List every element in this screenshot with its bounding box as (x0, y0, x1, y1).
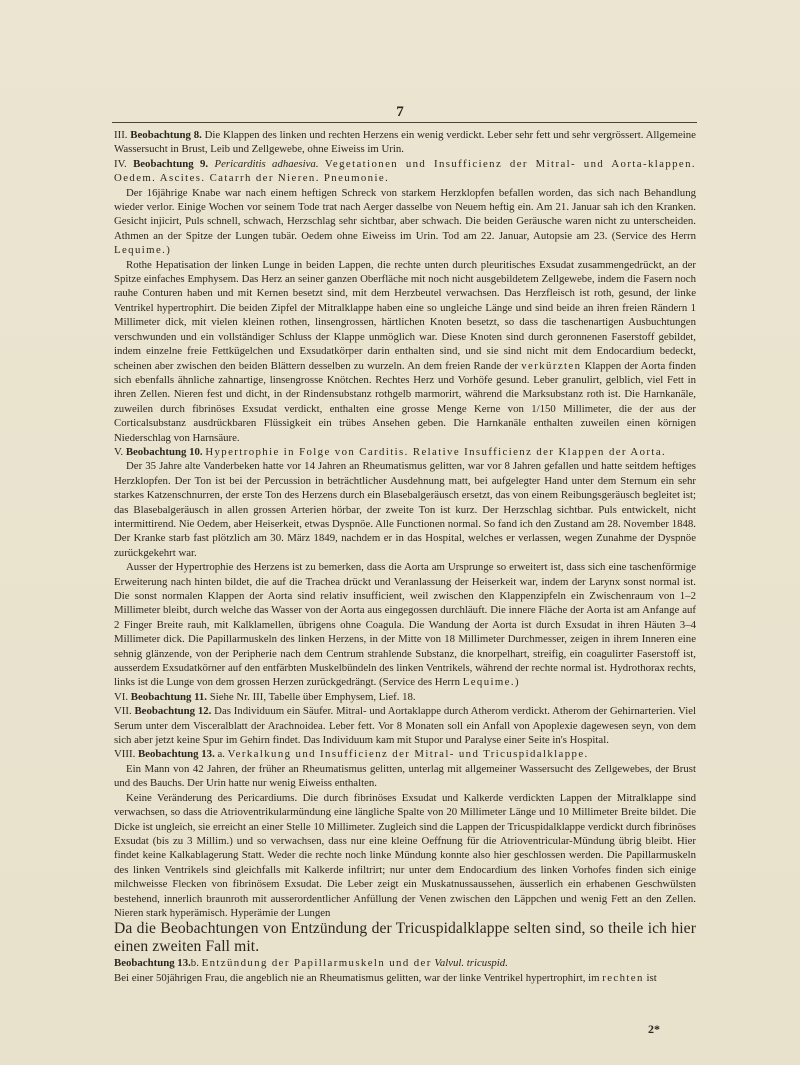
text-segment: V. (114, 445, 126, 458)
text-segment: Beobachtung 11. (130, 690, 207, 703)
text-segment: b. (190, 957, 202, 970)
text-segment: rechten (602, 971, 644, 984)
text-segment: a. (214, 748, 228, 761)
text-segment: Klappen der Aorta finden sich ebenfalls ähnliche zahnartige, linsengrosse Knötchen. Rechtes Herz und Vorhöfe gesund. Leber granulirt, gelblich, viel Fett in ihren Zellen. Nieren fest und dicht, in der Rindensubstanz rothgelb marmorirt, während die Marksubstanz roth ist. Die Harnkanäle, zuweilen durch fibrinöses Exsudat verdickt, enthalten eine grosse Menge Kerne von 1/150 Millimeter, die der aus der Corticalsubstanz ausdrückbaren Flüssigkeit ein trübes Ansehen geben. Die Harnkanäle enthalten zuweilen einen körnigen Niederschlag von Harnsäure. (114, 359, 696, 444)
header-rule (112, 122, 697, 123)
text-segment: Siehe Nr. III, Tabelle über Emphysem, Lief. 18. (207, 690, 416, 703)
text-segment: Der 16jährige Knabe war nach einem heftigen Schreck von starkem Herzklopfen befallen worden, das sich nach Behandlung wieder verlor. Einige Wochen vor seinem Tode trat nach Aerger dasselbe von Neuem heftig ein. Am 21. Januar sah ich den Kranken. Gesicht injicirt, Puls schnell, schwach, Herzschlag sehr sichtbar, aber schwach. Die beiden Geräusche waren nicht zu unterscheiden. Athmen an der Spitze der Lungen tubär. Oedem ohne Eiweiss im Urin. Tod am 22. Januar, Autopsie am 23. (Service des Herrn (114, 186, 696, 242)
text-segment: Valvul. tricuspid. (434, 957, 508, 970)
signature-mark: 2* (648, 1022, 660, 1036)
text-segment: Das Individuum ein Säufer. Mitral- und Aortaklappe durch Atherom verdickt. Atherom der Gehirnarterien. Viel Serum unter dem Visceralblatt der Arachnoidea. Leber fett. Vor 8 Monaten soll ein Anfall von Apoplexie dagewesen seyn, von dem sich aber jetzt keine Spur im Gehirn findet. Das Individuum kam mit Stupor und Paralyse einer Seite in's Hospital. (114, 705, 697, 747)
text-segment: VI. (114, 690, 131, 703)
paragraph-obs5-p2 (114, 560, 696, 690)
text-segment: Der 35 Jahre alte Vanderbeken hatte vor 14 Jahren an Rheumatismus gelitten, war vor 8 Jahren gefallen und hatte seitdem heftiges Herzklopfen. Der Ton ist bei der Percussion in beträchtlicher Ausdehnung matt, bei aufgelegter Hand unter dem Sternum ein sehr starkes Katzenschnurren, der erste Ton des Herzens durch ein Blasebalgeräusch ersetzt, das von einem Reibungsgeräusch begleitet ist; das Blasebalgeräusch in allen grossen Arterien hörbar, der zweite Ton ist kurz. Der Herzschlag sichtbar. Puls entwickelt, nicht intermittirend. Nie Oedem, aber Heiserkeit, etwas Dyspnöe. Alle Functionen normal. So fand ich den Zustand am 28. November 1848. Der Kranke starb fast plötzlich am 30. März 1849, nachdem er in das Hospital, welches er verlassen, wegen Zunahme der Dyspnöe zurückgekehrt war. (114, 460, 696, 559)
text-segment: IV. (114, 157, 134, 170)
text-segment: Da die Beobachtungen von Entzündung der Tricuspidalklappe selten sind, so theile ich hier einen zweiten Fall mit. (114, 920, 696, 956)
paragraph-obs4-p1 (114, 186, 696, 258)
text-segment: Beobachtung 12. (134, 705, 212, 718)
paragraph-obs13b (114, 956, 696, 970)
text-segment: Entzündung der Papillarmuskeln und der (201, 957, 432, 970)
text-segment: Verkalkung und Insufficienz der Mitral- und Tricuspidalklappe. (227, 748, 589, 761)
page-number: 7 (396, 104, 404, 120)
text-segment: Hypertrophie in Folge von Carditis. Relative Insufficienz der Klappen der Aorta. (205, 445, 667, 458)
paragraph-obs13b-p1 (114, 971, 696, 985)
paragraph-obs5 (114, 445, 696, 459)
paragraph-obs3 (114, 128, 696, 157)
paragraph-obs8-p1 (114, 762, 696, 791)
text-segment: Beobachtung 9. (133, 157, 209, 170)
paragraph-note (114, 920, 696, 956)
paragraph-obs8-p2 (114, 791, 696, 921)
text-segment: Keine Veränderung des Pericardiums. Die durch fibrinöses Exsudat und Kalkerde verdickten Lappen der Mitralklappe sind verwachsen, so dass die Atrioventrikularmündung eine längliche Spalte von 20 Millimeter Länge und 10 Millimeter Breite bildet. Die Dicke ist ungleich, sie erreicht an einer Stelle 10 Millimeter. Zugleich sind die Lappen der Tricuspidalklappe verdickt durch fibrinöses Exsudat (bis zu 3 Millim.) und so verwachsen, dass nur eine kleine Oeffnung für die Atrioventricular-Mündung übrig bleibt. Hier findet keine Kalkablagerung Statt. Weder die rechte noch linke Mündung konnte also hier geschlossen werden. Die Papillarmuskeln des linken Ventrikels sind gleichfalls mit Kalkerde infiltrirt; nur unter dem Endocardium des linken Vorhofes finden sich einige milchweisse Flecken von fibrinösem Exsudat. Die Leber zeigt ein Muskatnussaussehen, äusserlich ein erhabenen Geschwülsten bestehend, innerlich braunroth mit ausserordentlicher Anfüllung der Venen zwischen den Läppchen und wenig Fett an den Zellen. Nieren stark hyperämisch. Hyperämie der Lungen (114, 791, 696, 919)
text-segment: Ausser der Hypertrophie des Herzens ist zu bemerken, dass die Aorta am Ursprunge so erweitert ist, dass sich eine taschenförmige Erweiterung nach hinten bildet, die auf die Trachea drückt und Veranlassung der Heiserkeit war, indem der Larynx sonst normal ist. Die sonst normalen Klappen der Aorta sind relativ insufficient, weil zwischen den Klappenzipfeln ein Zwischenraum von 1–2 Millimeter bleibt, durch welche das Wasser von der Aorta aus eingegossen durchläuft. Die innere Fläche der Aorta ist am Anfange auf 2 Finger Breite rauh, mit Kalklamellen, übrigens ohne Coagula. Die Wandung der Aorta ist durch Exsudat in ihren Häuten 3–4 Millimeter dick. Die Papillarmuskeln des linken Herzens, in der Mitte von 18 Millimeter Durchmesser, zeigen in ihrem Inneren eine sehnig glänzende, von der Peripherie nach dem Centrum strahlende Substanz, die knorpelhart, streifig, ein coagulirter Faserstoff ist, ausserdem Exsudatkörner auf den entfärbten Muskelbündeln des linken Ventrikels, während der rechte normal ist. Hydrothorax rechts, links ist die Lunge von dem grossen Herzen zurückgedrängt. (Service des Herrn (114, 561, 696, 689)
paragraph-obs6 (114, 690, 696, 704)
paragraph-obs5-p1 (114, 459, 696, 560)
text-segment: Die Klappen des linken und rechten Herzens ein wenig verdickt. Leber sehr fett und sehr vergrössert. Allgemeine Wassersucht in Brust, Leib und Zellgewebe, ohne Eiweiss im Urin. (114, 129, 696, 156)
text-segment: Beobachtung 13. (137, 748, 215, 761)
text-segment: verkürzten (521, 359, 582, 372)
paragraph-obs4-p2 (114, 258, 696, 445)
text-segment: Beobachtung 13. (114, 957, 191, 970)
text-segment: ) (514, 676, 519, 689)
paragraph-obs4 (114, 157, 696, 186)
text-segment: Beobachtung 8. (130, 129, 202, 141)
paragraph-obs8 (114, 747, 696, 761)
text-segment: Beobachtung 10. (125, 445, 203, 458)
text-segment: VIII. (114, 748, 138, 761)
body-text (114, 128, 696, 985)
text-segment: VII. (114, 705, 135, 718)
text-segment: ist (643, 971, 657, 984)
text-segment: Bei einer 50jährigen Frau, die angeblich nie an Rheumatismus gelitten, war der linke Ventrikel hypertrophirt, im (114, 971, 603, 984)
text-segment: Lequime. (462, 676, 515, 689)
text-segment: Ein Mann von 42 Jahren, der früher an Rheumatismus gelitten, unterlag mit allgemeiner Wassersucht des Zellgewebes, der Brust und des Bauchs. Der Urin hatte nur wenig Eiweiss enthalten. (114, 762, 696, 790)
text-segment: Pericarditis adhaesiva. (214, 157, 319, 170)
text-segment: Vegetationen und Insufficienz der Mitral- und Aorta-klappen. Oedem. Ascites. Catarrh der Nieren. Pneumonie. (114, 157, 697, 185)
text-segment: Lequime. (114, 244, 167, 257)
paragraph-obs7 (114, 704, 696, 747)
text-segment: ) (166, 244, 170, 257)
text-segment: Rothe Hepatisation der linken Lunge in beiden Lappen, die rechte unten durch pleuritisches Exsudat zusammengedrückt, an der Spitze einfaches Emphysem. Das Herz an seiner ganzen Oberfläche mit noch nicht ausgebildetem Zellgewebe, indem die Fasern noch rauhe Conturen haben und mit Kernen besetzt sind, mit dem Herzbeutel verwachsen. Das Herzfleisch ist roth, gesund, der linke Ventrikel hypertrophirt. Die beiden Zipfel der Mitralklappe haben eine so ungleiche Länge und sind beide an ihren freien Rändern 1 Millimeter dick, mit vielen kleinen rothen, linsengrossen, härtlichen Knoten besetzt, so dass die taschenartigen Ausbuchtungen verschwunden und ein vollständiger Schluss der Klappe unmöglich war. Diese Knoten sind durch geronnenen Faserstoff gebildet, indem einzelne freie Fettkügelchen und Exsudatkörper darin enthalten sind, und sie sind nicht mit dem Endocardium bedeckt, scheinen aber zwischen den beiden Blättern desselben zu wurzeln. An dem freien Rande der (114, 258, 696, 372)
text-segment: III. (114, 129, 131, 141)
